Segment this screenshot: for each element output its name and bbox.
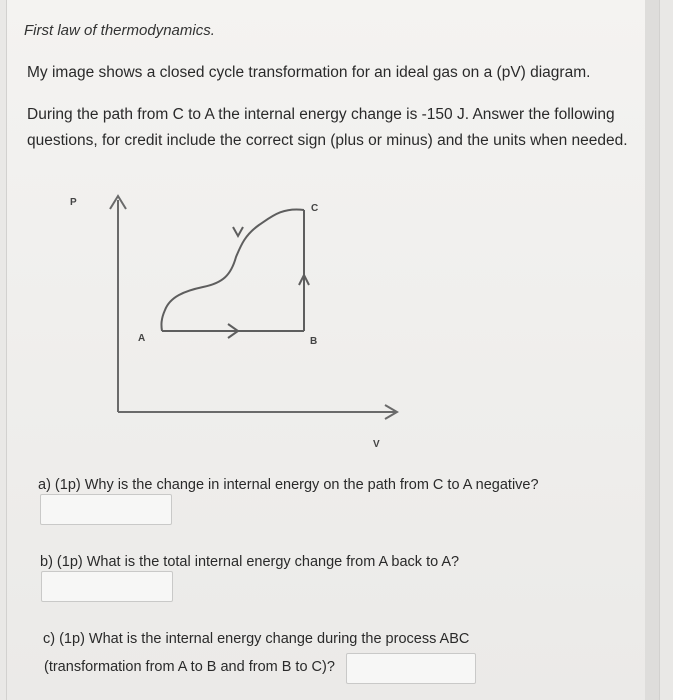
- arrow-c-to-a: [233, 227, 243, 236]
- answer-a-input[interactable]: [40, 494, 172, 525]
- point-a-label: A: [138, 333, 146, 344]
- point-c-label: C: [311, 203, 319, 214]
- question-description: During the path from C to A the internal energy change is -150 J. Answer the following questions, for credit include the correct sign (plus or minus) and the units when needed.: [27, 106, 628, 149]
- question-c-label-line1: c) (1p) What is the internal energy change during the process ABC: [43, 631, 470, 647]
- question-a-label: a) (1p) Why is the change in internal energy on the path from C to A negative?: [38, 477, 539, 493]
- p-axis-label: P: [70, 197, 77, 208]
- question-c-label-line2: (transformation from A to B and from B to C)?: [44, 659, 335, 675]
- question-b-label: b) (1p) What is the total internal energy change from A back to A?: [40, 554, 460, 570]
- point-b-label: B: [310, 336, 318, 347]
- answer-b-input[interactable]: [41, 571, 173, 602]
- answer-c-input[interactable]: [346, 653, 476, 684]
- page-title: First law of thermodynamics.: [24, 22, 215, 39]
- v-axis-label: V: [373, 439, 380, 450]
- pv-diagram: [7, 185, 659, 455]
- question-card: [6, 0, 660, 700]
- intro-text: My image shows a closed cycle transformation for an ideal gas on a (pV) diagram.: [27, 64, 591, 81]
